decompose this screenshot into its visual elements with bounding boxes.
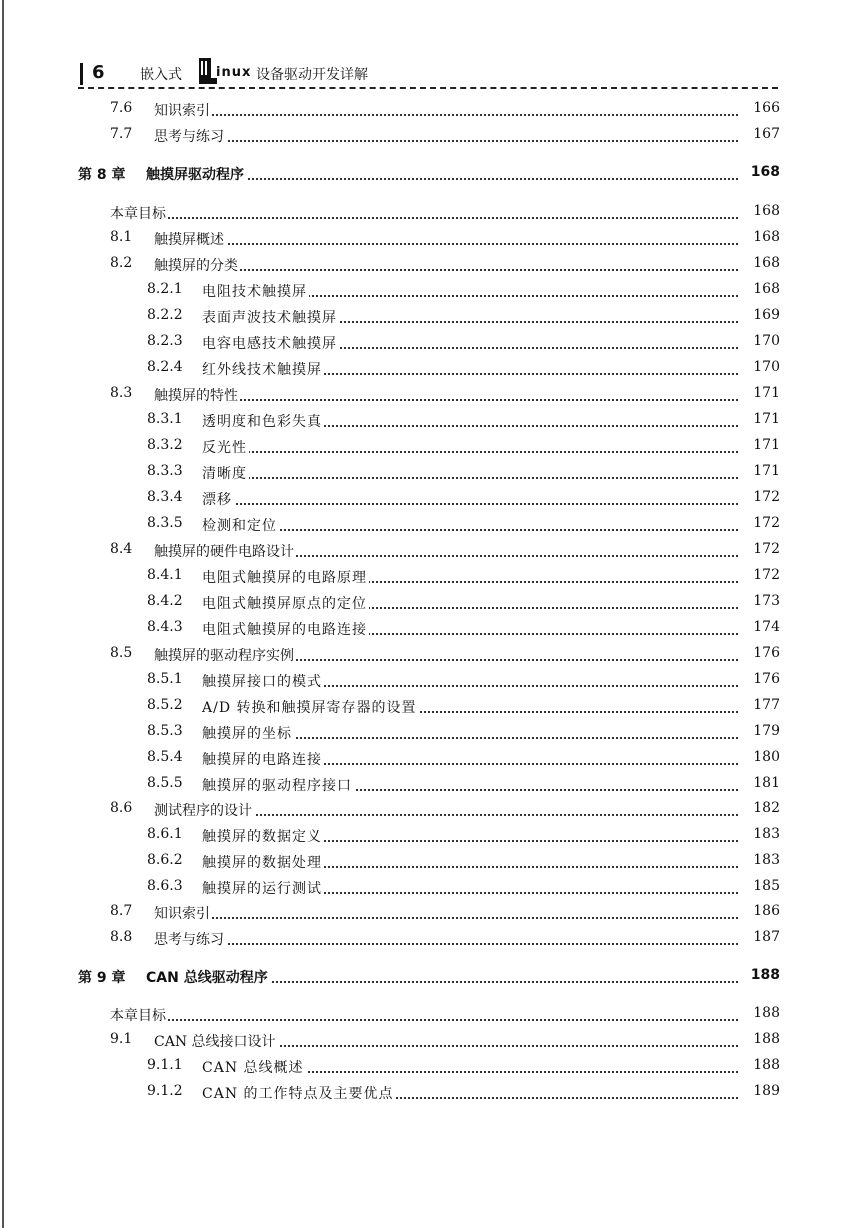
toc-entry-page: 187 <box>740 929 780 945</box>
toc-entry-title: 触摸屏的驱动程序接口 <box>202 775 354 795</box>
toc-entry-number: 8.2.1 <box>147 281 183 297</box>
toc-entry-title: CAN 的工作特点及主要优点 <box>202 1083 396 1103</box>
toc-entry <box>0 567 868 591</box>
page-number-bar <box>80 63 83 85</box>
toc-entry-number: 8.2.2 <box>147 307 183 323</box>
toc-entry-title: 知识索引 <box>154 100 212 120</box>
toc-entry <box>0 307 868 331</box>
toc-entry-number: 9.1.2 <box>147 1083 183 1099</box>
toc-entry-title: 电阻式触摸屏的电路原理 <box>202 567 369 587</box>
toc-entry-title: 电容电感技术触摸屏 <box>202 333 339 353</box>
toc-entry-title: 电阻式触摸屏原点的定位 <box>202 593 369 613</box>
toc-entry-title: CAN 总线接口设计 <box>154 1031 278 1051</box>
toc-entry-number: 7.7 <box>110 126 133 142</box>
toc-entry-page: 171 <box>740 437 780 453</box>
toc-entry-page: 180 <box>740 749 780 765</box>
toc-entry-number: 第 8 章 <box>78 167 126 183</box>
toc-entry-page: 176 <box>740 645 780 661</box>
dot-leader <box>164 243 750 245</box>
toc-entry-page: 189 <box>740 1083 780 1099</box>
toc-entry <box>0 229 868 253</box>
toc-entry-title: 思考与练习 <box>154 126 226 146</box>
toc-entry <box>0 333 868 357</box>
page-number: 6 <box>92 62 105 83</box>
toc-entry <box>0 723 868 747</box>
toc-entry-page: 179 <box>740 723 780 739</box>
toc-entry-title: 思考与练习 <box>154 929 226 949</box>
toc-entry-number: 9.1.1 <box>147 1057 183 1073</box>
toc-entry-title: 触摸屏的数据定义 <box>202 826 324 846</box>
dot-leader <box>212 477 750 479</box>
toc-entry-page: 174 <box>740 619 780 635</box>
toc-entry-title: 触摸屏的特性 <box>154 385 240 405</box>
toc-entry-number: 8.2 <box>110 255 133 271</box>
toc-entry-number: 8.5.3 <box>147 723 183 739</box>
toc-entry <box>0 126 868 150</box>
toc-entry-number: 8.5 <box>110 645 133 661</box>
toc-entry-page: 185 <box>740 878 780 894</box>
toc-entry-number: 8.6 <box>110 800 133 816</box>
toc-entry-title: 透明度和色彩失真 <box>202 411 324 431</box>
toc-entry <box>0 929 868 953</box>
toc-entry-page: 168 <box>740 164 780 180</box>
toc-entry-page: 168 <box>740 229 780 245</box>
book-title-prefix: 嵌入式 <box>140 67 182 83</box>
toc-entry-number: 8.3.5 <box>147 515 183 531</box>
toc-entry-page: 171 <box>740 411 780 427</box>
toc-entry <box>0 967 868 991</box>
toc-entry-number: 第 9 章 <box>78 970 126 986</box>
toc-entry-number: 8.4.1 <box>147 567 183 583</box>
dot-leader <box>164 399 750 401</box>
toc-entry <box>0 463 868 487</box>
toc-entry-page: 186 <box>740 903 780 919</box>
toc-entry <box>0 619 868 643</box>
toc-entry-title: 红外线技术触摸屏 <box>202 359 324 379</box>
toc-entry <box>0 1005 868 1029</box>
toc-entry <box>0 800 868 824</box>
toc-entry-number: 8.3.2 <box>147 437 183 453</box>
toc-entry-page: 188 <box>740 967 780 983</box>
toc-entry-page: 168 <box>740 255 780 271</box>
toc-entry <box>0 645 868 669</box>
book-title-suffix: 设备驱动开发详解 <box>256 67 368 83</box>
toc-entry-title: 知识索引 <box>154 903 212 923</box>
toc-entry-number: 8.3 <box>110 385 133 401</box>
toc-entry <box>0 411 868 435</box>
toc-entry <box>0 852 868 876</box>
toc-entry <box>0 515 868 539</box>
toc-entry-page: 170 <box>740 333 780 349</box>
header-rule <box>78 87 778 89</box>
toc-entry <box>0 164 868 188</box>
dot-leader <box>164 943 750 945</box>
toc-entry-page: 177 <box>740 697 780 713</box>
toc-entry-number: 8.6.2 <box>147 852 183 868</box>
toc-entry-title: 触摸屏的运行测试 <box>202 878 324 898</box>
toc-entry-title: 触摸屏的驱动程序实例 <box>154 645 296 665</box>
toc-entry <box>0 437 868 461</box>
toc-entry-number: 8.5.5 <box>147 775 183 791</box>
dot-leader <box>164 917 750 919</box>
dot-leader <box>212 451 750 453</box>
toc-entry <box>0 359 868 383</box>
toc-entry-title: CAN 总线驱动程序 <box>146 967 270 987</box>
toc-entry-title: A/D 转换和触摸屏寄存器的设置 <box>202 697 419 717</box>
toc-entry-page: 188 <box>740 1005 780 1021</box>
toc-entry-number: 8.5.1 <box>147 671 183 687</box>
toc-entry <box>0 203 868 227</box>
toc-entry-page: 183 <box>740 826 780 842</box>
toc-entry-title: 触摸屏的数据处理 <box>202 852 324 872</box>
toc-entry-page: 176 <box>740 671 780 687</box>
toc-entry-page: 171 <box>740 385 780 401</box>
toc-entry <box>0 1083 868 1107</box>
toc-entry-title: 电阻式触摸屏的电路连接 <box>202 619 369 639</box>
toc-entry-page: 172 <box>740 541 780 557</box>
toc-entry-number: 8.2.3 <box>147 333 183 349</box>
toc-entry-number: 8.6.3 <box>147 878 183 894</box>
toc-entry-title: 触摸屏的硬件电路设计 <box>154 541 296 561</box>
toc-entry <box>0 255 868 279</box>
dot-leader <box>164 114 750 116</box>
toc-entry-title: 触摸屏驱动程序 <box>146 164 246 184</box>
toc-entry-title: 反光性 <box>202 437 249 457</box>
toc-entry <box>0 826 868 850</box>
toc-entry-title: 检测和定位 <box>202 515 279 535</box>
dot-leader <box>164 269 750 271</box>
dot-leader <box>120 1019 750 1021</box>
toc-entry <box>0 878 868 902</box>
toc-entry-page: 188 <box>740 1057 780 1073</box>
toc-entry-page: 181 <box>740 775 780 791</box>
toc-entry-number: 8.4 <box>110 541 133 557</box>
toc-entry-title: 漂移 <box>202 489 234 509</box>
dot-leader <box>164 140 750 142</box>
toc-entry-number: 8.8 <box>110 929 133 945</box>
toc-entry <box>0 671 868 695</box>
toc-entry-page: 172 <box>740 515 780 531</box>
toc-entry-page: 188 <box>740 1031 780 1047</box>
toc-entry-number: 8.4.3 <box>147 619 183 635</box>
toc-entry-title: 触摸屏的坐标 <box>202 723 294 743</box>
toc-entry-page: 173 <box>740 593 780 609</box>
toc-entry-page: 166 <box>740 100 780 116</box>
toc-entry-number: 8.4.2 <box>147 593 183 609</box>
toc-entry-number: 8.7 <box>110 903 133 919</box>
toc-entry-number: 8.6.1 <box>147 826 183 842</box>
toc-entry-title: 本章目标 <box>110 1005 168 1025</box>
toc-entry-title: 本章目标 <box>110 203 168 223</box>
toc-entry-page: 170 <box>740 359 780 375</box>
toc-entry-title: 触摸屏的分类 <box>154 255 240 275</box>
toc-entry <box>0 489 868 513</box>
dot-leader <box>212 503 750 505</box>
linux-logo-icon <box>196 56 218 86</box>
toc-entry-page: 168 <box>740 203 780 219</box>
toc-entry-title: 清晰度 <box>202 463 249 483</box>
toc-entry <box>0 749 868 773</box>
toc-entry-page: 167 <box>740 126 780 142</box>
toc-entry-page: 172 <box>740 567 780 583</box>
toc-entry-number: 8.2.4 <box>147 359 183 375</box>
toc-entry <box>0 281 868 305</box>
toc-entry <box>0 903 868 927</box>
toc-entry-title: 触摸屏接口的模式 <box>202 671 324 691</box>
toc-entry-title: 触摸屏的电路连接 <box>202 749 324 769</box>
toc-entry-page: 168 <box>740 281 780 297</box>
toc-entry-page: 182 <box>740 800 780 816</box>
toc-entry-number: 8.1 <box>110 229 133 245</box>
toc-entry-title: CAN 总线概述 <box>202 1057 306 1077</box>
toc-entry <box>0 697 868 721</box>
toc-entry-number: 8.5.4 <box>147 749 183 765</box>
logo-text: inux <box>216 65 252 80</box>
toc-entry-title: 表面声波技术触摸屏 <box>202 307 339 327</box>
toc-entry-title: 触摸屏概述 <box>154 229 226 249</box>
toc-entry <box>0 385 868 409</box>
toc-entry-number: 8.3.4 <box>147 489 183 505</box>
dot-leader <box>120 217 750 219</box>
running-header <box>0 54 868 90</box>
toc-entry-page: 169 <box>740 307 780 323</box>
toc-entry-number: 9.1 <box>110 1031 133 1047</box>
toc-entry <box>0 775 868 799</box>
toc-entry-title: 测试程序的设计 <box>154 800 254 820</box>
toc-entry <box>0 1057 868 1081</box>
toc-entry-number: 8.3.3 <box>147 463 183 479</box>
toc-entry-number: 8.5.2 <box>147 697 183 713</box>
toc-entry-title: 电阻技术触摸屏 <box>202 281 309 301</box>
toc-entry <box>0 1031 868 1055</box>
dot-leader <box>212 529 750 531</box>
toc-entry-number: 7.6 <box>110 100 133 116</box>
toc-entry <box>0 593 868 617</box>
toc-entry-page: 172 <box>740 489 780 505</box>
toc-entry <box>0 541 868 565</box>
toc-entry-page: 171 <box>740 463 780 479</box>
toc-entry-number: 8.3.1 <box>147 411 183 427</box>
toc-entry <box>0 100 868 124</box>
toc-entry-page: 183 <box>740 852 780 868</box>
